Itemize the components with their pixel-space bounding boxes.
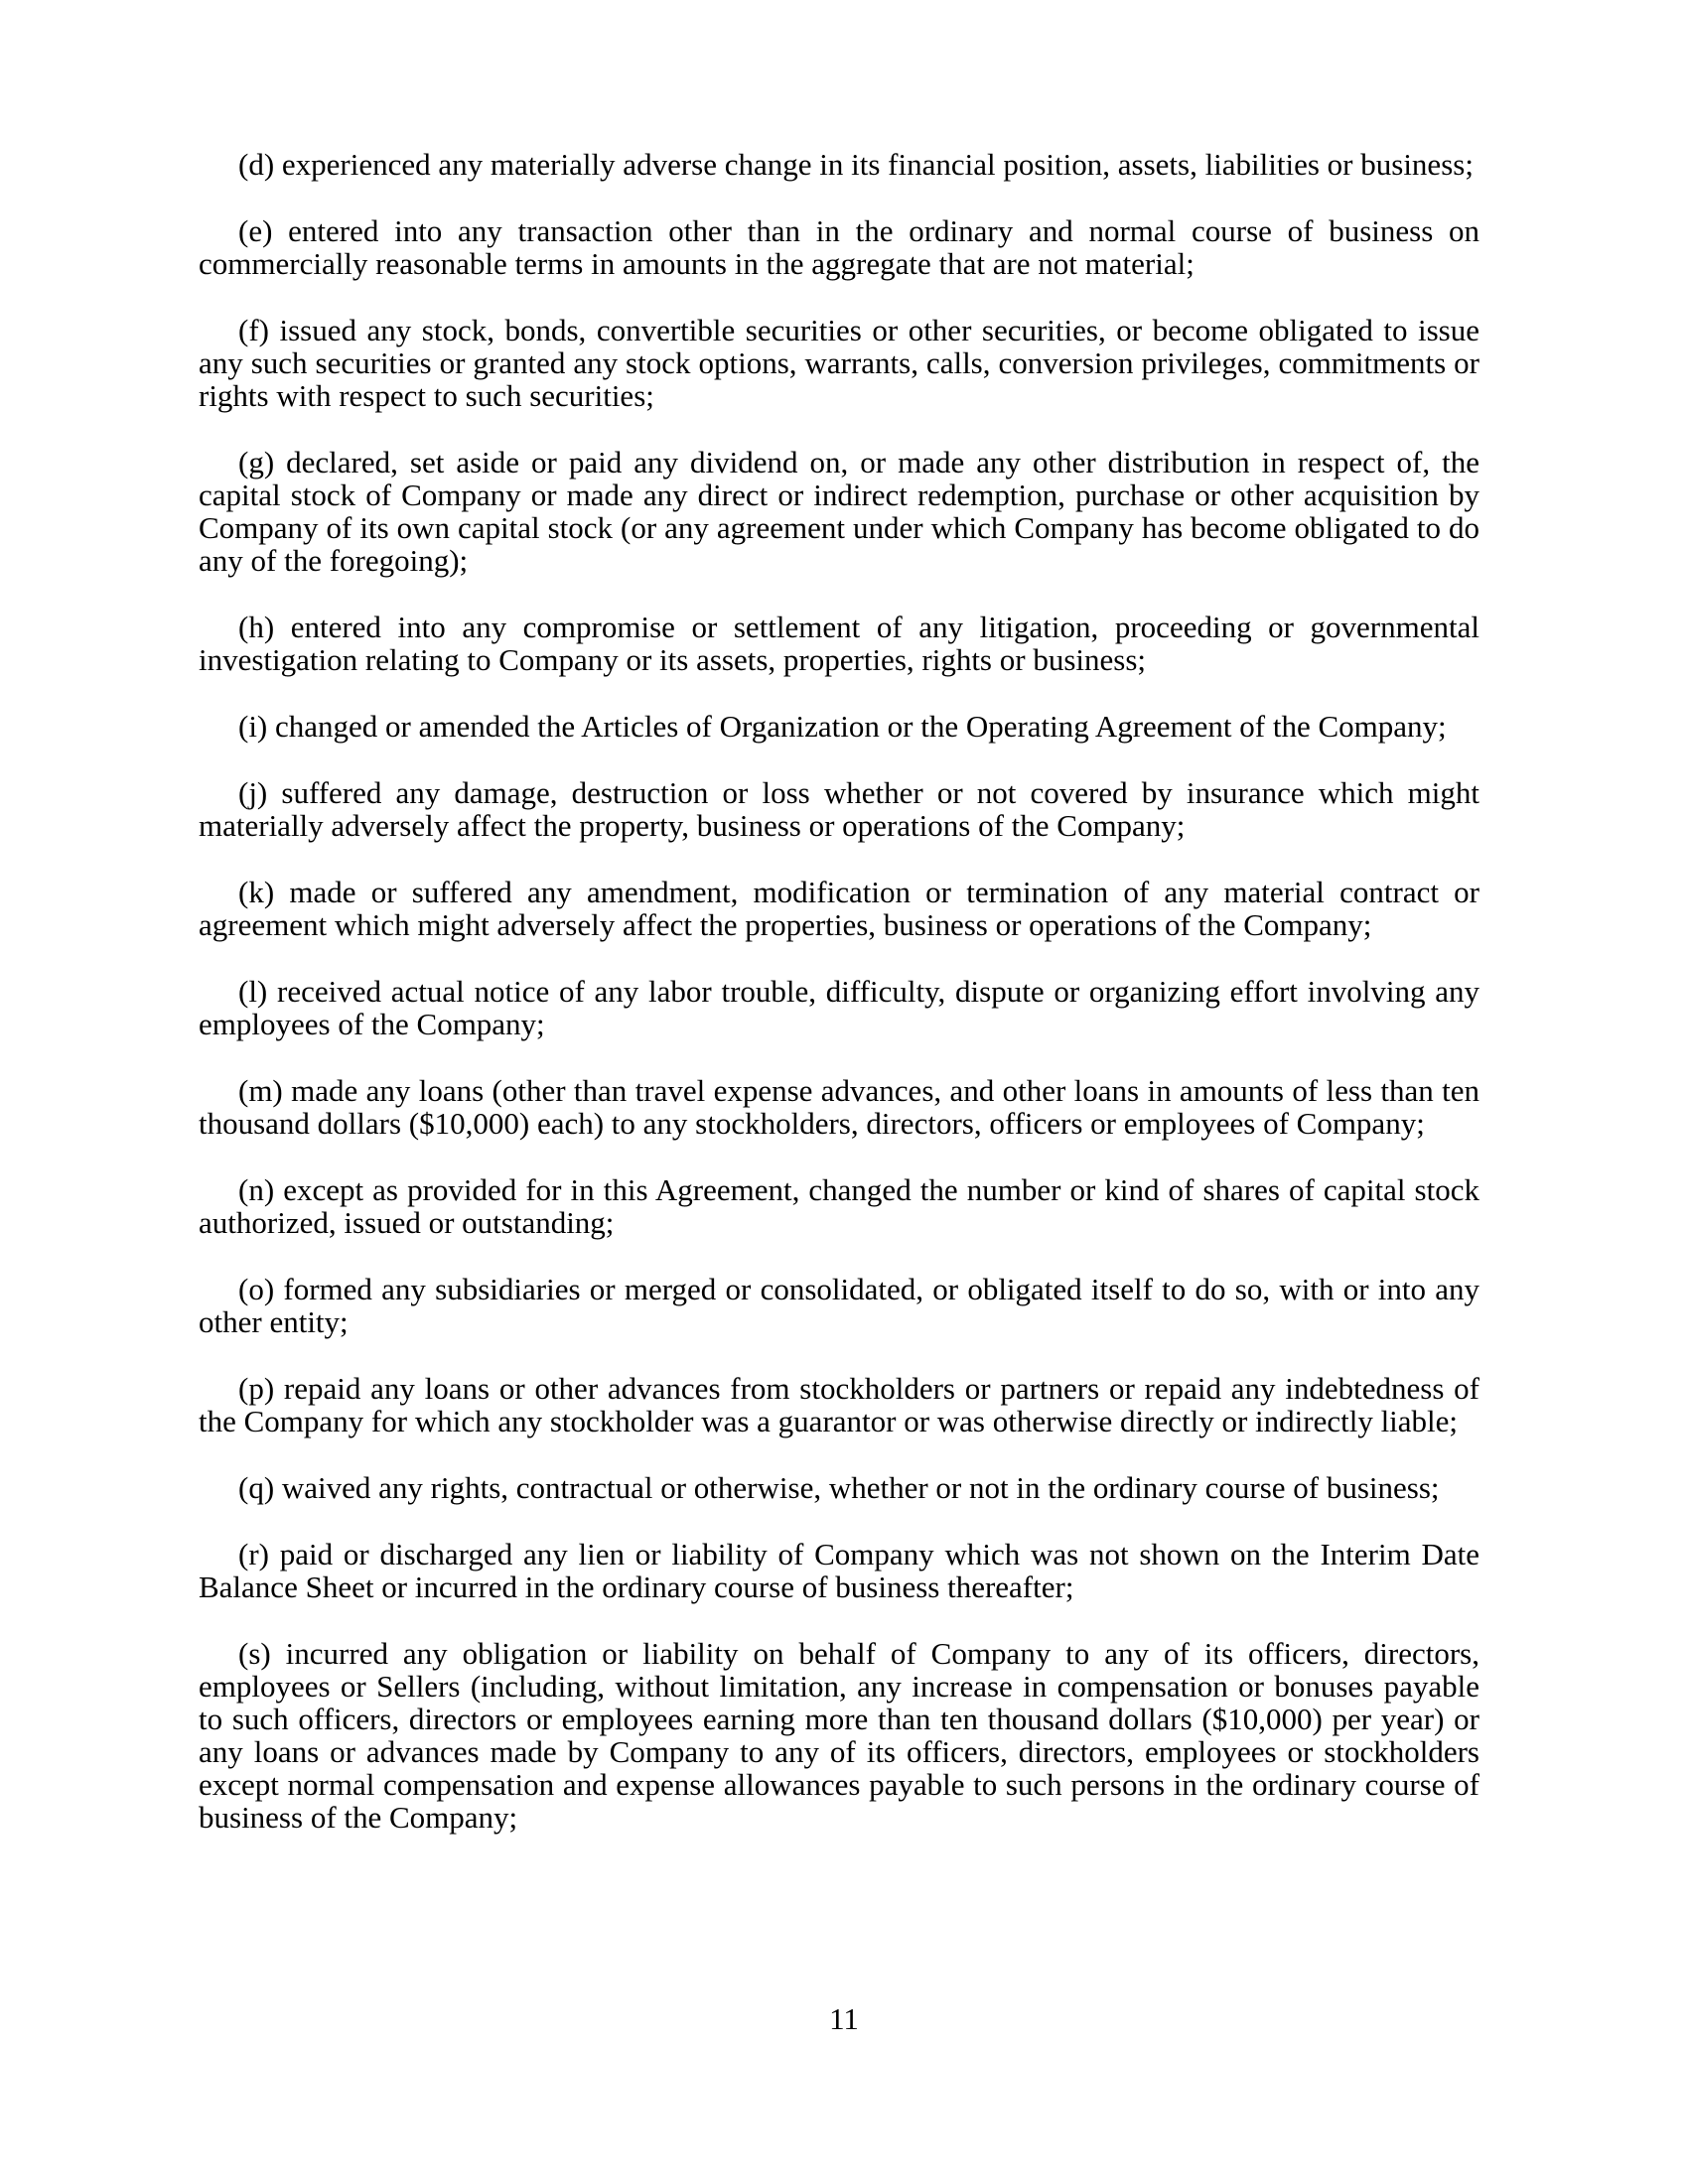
clause-s: (s) incurred any obligation or liability on behalf of Company to any of its officers, directors, employees or Sellers (including, without limitation, any increase in compensation or bonuses payable to such officers, directors or employees earning more than ten thousand dollars ($10,000) per year) or any loans or advances made by Company to any of its officers, directors, employees or stockholders except normal compensation and expense allowances payable to such persons in the ordinary course of business of the Company; xyxy=(199,1636,1479,1835)
clause-e: (e) entered into any transaction other than in the ordinary and normal course of business on commercially reasonable terms in amounts in the aggregate that are not material; xyxy=(199,213,1479,281)
clause-i: (i) changed or amended the Articles of Organization or the Operating Agreement of the Company; xyxy=(238,709,1447,744)
clause-h: (h) entered into any compromise or settlement of any litigation, proceeding or governmental investigation relating to Company or its assets, properties, rights or business; xyxy=(199,610,1479,677)
clause-d: (d) experienced any materially adverse change in its financial position, assets, liabilities or business; xyxy=(238,147,1474,182)
clause-g: (g) declared, set aside or paid any dividend on, or made any other distribution in respect of, the capital stock of Company or made any direct or indirect redemption, purchase or other acquisition by Company of its own capital stock (or any agreement under which Company has become obligated to do any of the foregoing); xyxy=(199,445,1479,578)
clause-j: (j) suffered any damage, destruction or loss whether or not covered by insurance which might materially adversely affect the property, business or operations of the Company; xyxy=(199,775,1479,843)
clause-list xyxy=(199,148,1479,1834)
clause-n: (n) except as provided for in this Agreement, changed the number or kind of shares of capital stock authorized, issued or outstanding; xyxy=(199,1172,1479,1240)
clause-k: (k) made or suffered any amendment, modification or termination of any material contract or agreement which might adversely affect the properties, business or operations of the Company; xyxy=(199,875,1479,942)
clause-f: (f) issued any stock, bonds, convertible securities or other securities, or become obligated to issue any such securities or granted any stock options, warrants, calls, conversion privileges, commitments or rights with respect to such securities; xyxy=(199,313,1479,413)
clause-q: (q) waived any rights, contractual or otherwise, whether or not in the ordinary course of business; xyxy=(238,1470,1440,1505)
clause-l: (l) received actual notice of any labor trouble, difficulty, dispute or organizing effort involving any employees of the Company; xyxy=(199,974,1479,1041)
clause-p: (p) repaid any loans or other advances from stockholders or partners or repaid any indebtedness of the Company for which any stockholder was a guarantor or was otherwise directly or indirectly liable; xyxy=(199,1371,1479,1438)
clause-r: (r) paid or discharged any lien or liability of Company which was not shown on the Interim Date Balance Sheet or incurred in the ordinary course of business thereafter; xyxy=(199,1537,1479,1604)
page-number: 11 xyxy=(829,2001,859,2036)
clause-o: (o) formed any subsidiaries or merged or consolidated, or obligated itself to do so, with or into any other entity; xyxy=(199,1272,1479,1339)
clause-m: (m) made any loans (other than travel expense advances, and other loans in amounts of less than ten thousand dollars ($10,000) each) to any stockholders, directors, officers or employees of Company; xyxy=(199,1073,1479,1141)
